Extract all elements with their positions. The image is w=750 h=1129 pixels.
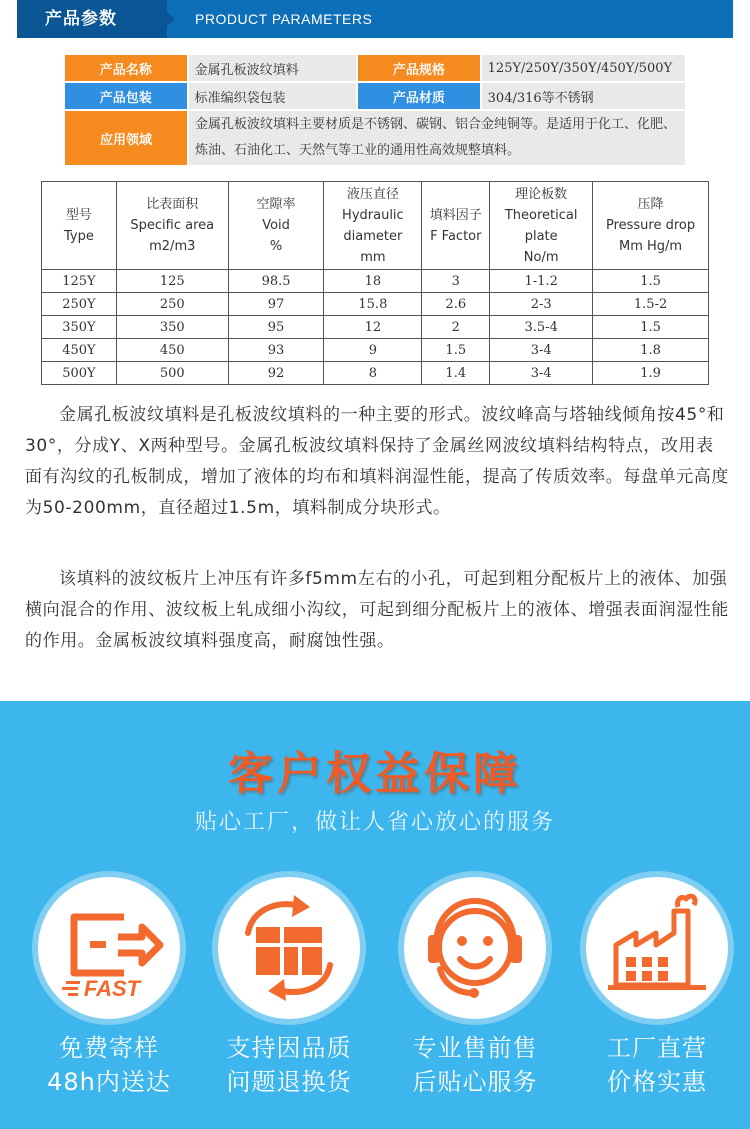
pack-value: 标准编织袋包装 <box>189 83 356 109</box>
cell: 1.5 <box>593 316 709 339</box>
cell: 125 <box>116 270 228 293</box>
feature-customer-service <box>400 877 550 1117</box>
cell: 1.4 <box>422 362 490 385</box>
spec-label: 产品规格 <box>358 55 480 81</box>
name-label: 产品名称 <box>65 55 187 81</box>
cell: 1.5-2 <box>593 293 709 316</box>
header-f-factor: 填料因子 F Factor <box>422 182 490 270</box>
app-value: 金属孔板波纹填料主要材质是不锈钢、碳钢、铝合金纯铜等。是适用于化工、化肥、炼油、石油化工、天然气等工业的通用性高效规整填料。 <box>189 111 685 165</box>
cell: 350 <box>116 316 228 339</box>
feature-factory-direct <box>582 877 732 1117</box>
service-title: 客户权益保障 <box>227 747 522 800</box>
table-row <box>42 316 709 339</box>
header-title-en: PRODUCT PARAMETERS <box>195 11 373 27</box>
feature-1-line-1: 免费寄样 <box>59 1034 159 1062</box>
cell: 1.5 <box>422 339 490 362</box>
customer-service-icon <box>404 877 546 1019</box>
feature-4-line-1: 工厂直营 <box>607 1034 707 1062</box>
cell: 18 <box>324 270 422 293</box>
app-label: 应用领域 <box>65 111 187 165</box>
header-title-cn: 产品参数 <box>17 0 167 38</box>
header-hydraulic-diameter: 液压直径 Hydraulic diameter mm <box>324 182 422 270</box>
description-paragraph-2: 该填料的波纹板片上冲压有许多f5mm左右的小孔，可起到粗分配板片上的液体、加强横向混合的作用、波纹板上轧成细小沟纹，可起到细分配板片上的液体、增强表面润湿性能的作用。金属板波纹填料强度高，耐腐蚀性强。 <box>25 569 729 651</box>
material-value: 304/316等不锈钢 <box>482 83 685 109</box>
header-specific-area: 比表面积 Specific area m2/m3 <box>116 182 228 270</box>
factory-icon <box>586 877 728 1019</box>
feature-3-line-1: 专业售前售 <box>412 1034 538 1062</box>
feature-return-exchange <box>214 877 364 1117</box>
cell: 250 <box>116 293 228 316</box>
cell: 98.5 <box>228 270 324 293</box>
cell: 2.6 <box>422 293 490 316</box>
service-section <box>0 701 750 1129</box>
cell: 95 <box>228 316 324 339</box>
cell: 350Y <box>42 316 117 339</box>
cell: 500 <box>116 362 228 385</box>
cell: 9 <box>324 339 422 362</box>
cell: 15.8 <box>324 293 422 316</box>
cell: 2 <box>422 316 490 339</box>
cell: 3-4 <box>490 339 593 362</box>
header-pressure-drop: 压降 Pressure drop Mm Hg/m <box>593 182 709 270</box>
material-label: 产品材质 <box>358 83 480 109</box>
header-theoretical-plate: 理论板数 Theoretical plate No/m <box>490 182 593 270</box>
fast-text: FAST <box>83 976 141 1001</box>
pack-label: 产品包装 <box>65 83 187 109</box>
table-row <box>42 270 709 293</box>
cell: 450Y <box>42 339 117 362</box>
name-value: 金属孔板波纹填料 <box>189 55 356 81</box>
feature-2-line-1: 支持因品质 <box>226 1034 352 1062</box>
header-void: 空隙率 Void % <box>228 182 324 270</box>
cell: 8 <box>324 362 422 385</box>
section-header <box>17 0 733 38</box>
exchange-icon <box>218 877 360 1019</box>
service-subtitle: 贴心工厂，做让人省心放心的服务 <box>194 810 555 835</box>
fast-shipping-icon <box>38 877 180 1019</box>
cell: 1-1.2 <box>490 270 593 293</box>
cell: 450 <box>116 339 228 362</box>
cell: 3.5-4 <box>490 316 593 339</box>
feature-free-sample <box>34 877 184 1117</box>
cell: 93 <box>228 339 324 362</box>
cell: 3-4 <box>490 362 593 385</box>
cell: 1.8 <box>593 339 709 362</box>
cell: 2-3 <box>490 293 593 316</box>
header-type: 型号 Type <box>42 182 117 270</box>
table-row <box>42 362 709 385</box>
spec-header-row <box>42 182 709 270</box>
spec-value: 125Y/250Y/350Y/450Y/500Y <box>482 55 685 81</box>
cell: 92 <box>228 362 324 385</box>
table-row <box>42 293 709 316</box>
description-paragraph-1: 金属孔板波纹填料是孔板波纹填料的一种主要的形式。波纹峰高与塔轴线倾角按45°和30°，分成Y、X两种型号。金属孔板波纹填料保持了金属丝网波纹填料结构特点，改用表面有沟纹的孔板制成，增加了液体的均布和填料润湿性能，提高了传质效率。每盘单元高度为50-200mm，直径超过1.5m，填料制成分块形式。 <box>25 405 729 518</box>
cell: 3 <box>422 270 490 293</box>
cell: 1.5 <box>593 270 709 293</box>
spec-table <box>41 181 709 385</box>
header-arrow-icon <box>167 12 175 26</box>
feature-3-line-2: 后贴心服务 <box>412 1068 538 1096</box>
cell: 1.9 <box>593 362 709 385</box>
feature-1-line-2: 48h内送达 <box>47 1068 171 1096</box>
table-row <box>42 339 709 362</box>
feature-4-line-2: 价格实惠 <box>607 1068 707 1096</box>
cell: 125Y <box>42 270 117 293</box>
cell: 250Y <box>42 293 117 316</box>
cell: 500Y <box>42 362 117 385</box>
cell: 97 <box>228 293 324 316</box>
product-info-table <box>65 55 685 167</box>
cell: 12 <box>324 316 422 339</box>
feature-2-line-2: 问题退换货 <box>226 1068 352 1096</box>
